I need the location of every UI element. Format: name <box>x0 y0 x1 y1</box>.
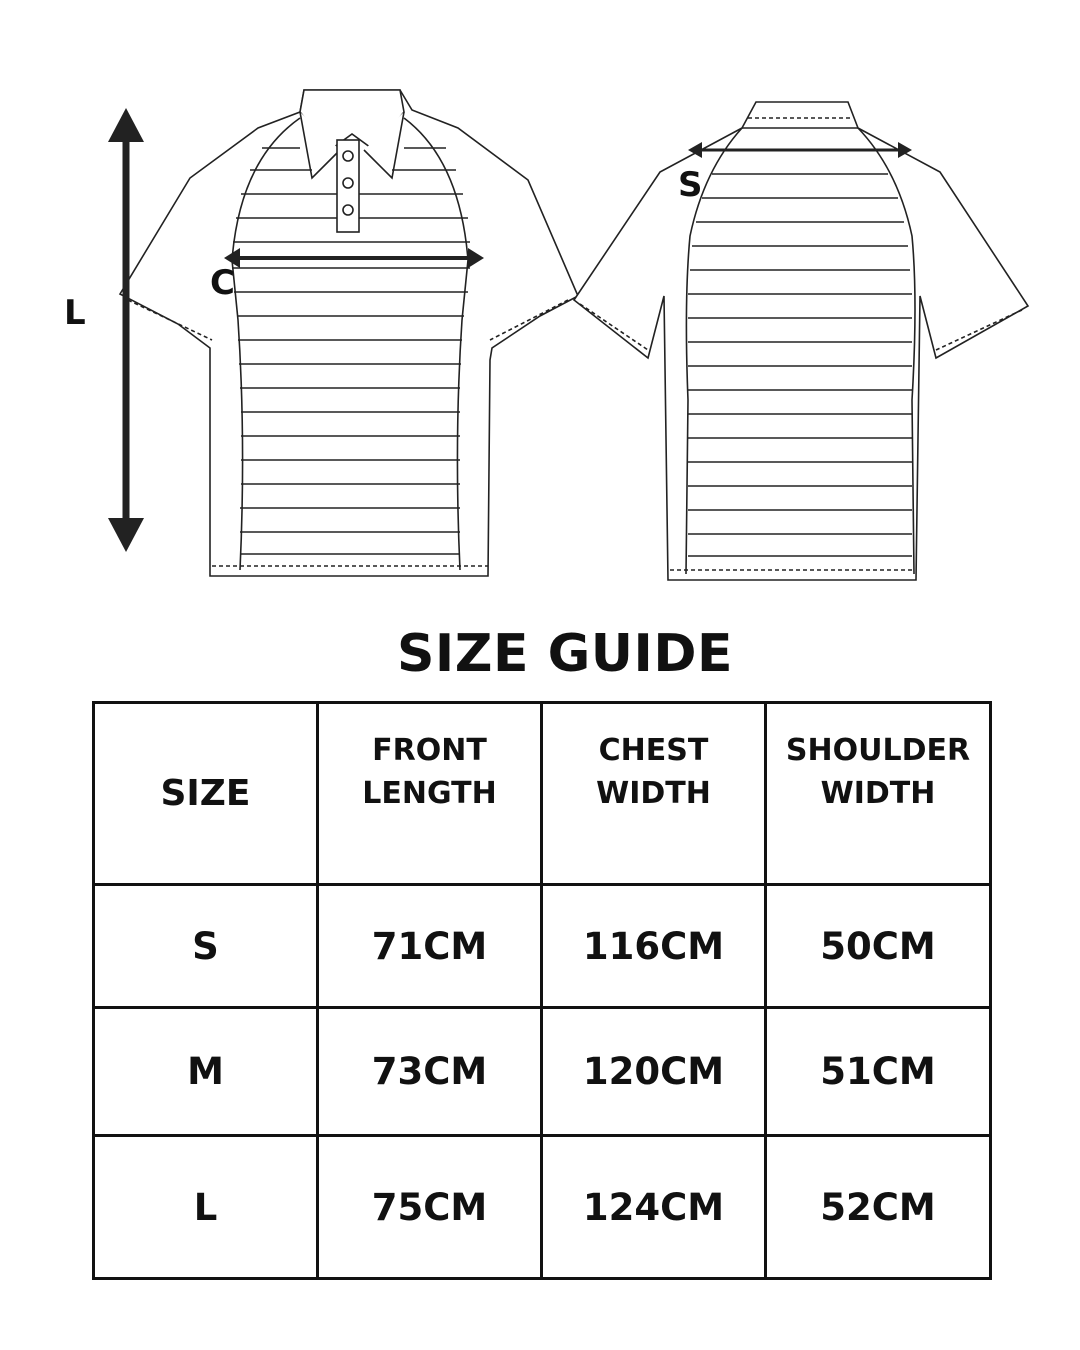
shoulder-label: S <box>678 165 703 205</box>
cell-chest-width: 124CM <box>542 1136 766 1279</box>
cell-shoulder-width: 52CM <box>766 1136 991 1279</box>
header-shoulder-width: SHOULDER WIDTH <box>766 703 991 885</box>
header-chest-width: CHEST WIDTH <box>542 703 766 885</box>
cell-front-length: 75CM <box>318 1136 542 1279</box>
cell-front-length: 73CM <box>318 1008 542 1136</box>
front-shirt-drawing <box>120 90 578 576</box>
cell-shoulder-width: 50CM <box>766 885 991 1008</box>
cell-size: L <box>94 1136 318 1279</box>
chest-label: C <box>210 263 235 303</box>
header-size: SIZE <box>94 703 318 885</box>
table-row <box>94 1136 991 1279</box>
cell-size: S <box>94 885 318 1008</box>
cell-chest-width: 116CM <box>542 885 766 1008</box>
header-front-length: FRONT LENGTH <box>318 703 542 885</box>
page-title: SIZE GUIDE <box>396 624 734 684</box>
size-table <box>92 701 992 1280</box>
garment-diagram <box>0 0 1080 610</box>
length-arrow <box>108 108 144 552</box>
cell-front-length: 71CM <box>318 885 542 1008</box>
cell-size: M <box>94 1008 318 1136</box>
table-header-row <box>94 703 991 885</box>
length-label: L <box>64 293 86 333</box>
cell-chest-width: 120CM <box>542 1008 766 1136</box>
table-row <box>94 1008 991 1136</box>
table-row <box>94 885 991 1008</box>
cell-shoulder-width: 51CM <box>766 1008 991 1136</box>
